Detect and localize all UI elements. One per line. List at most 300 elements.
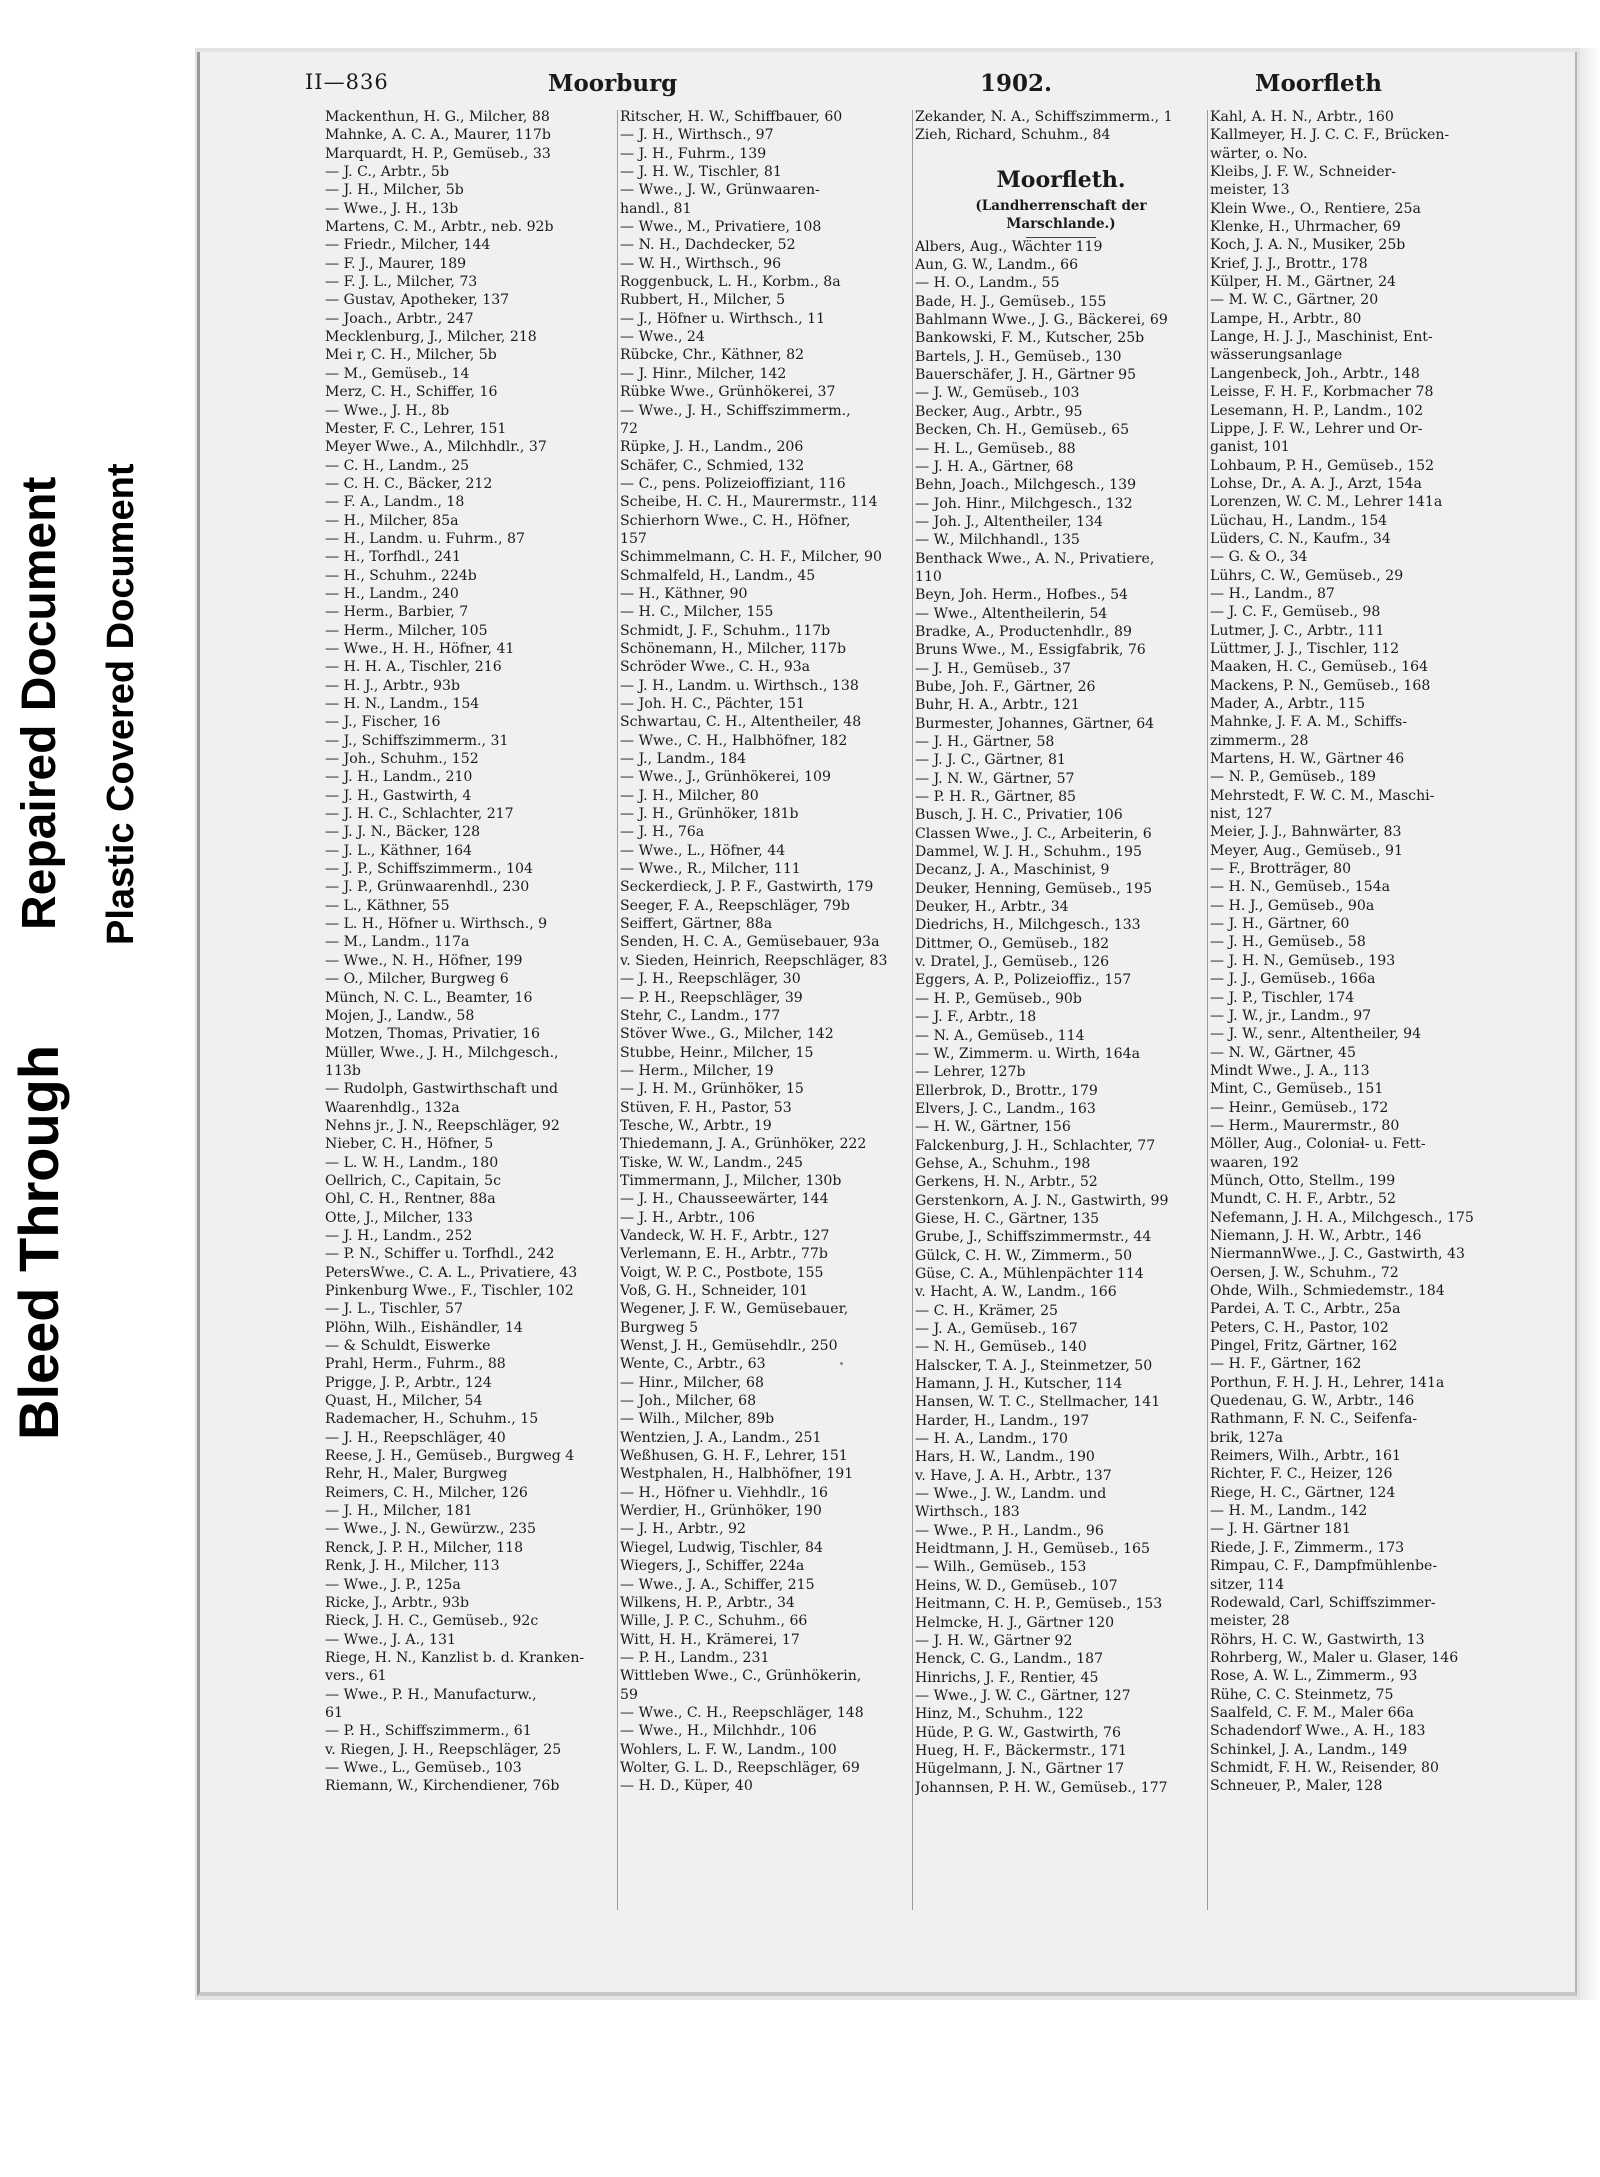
directory-entry-line: Quedenau, G. W., Arbtr., 146 — [1210, 1393, 1415, 1410]
header-right-place: Moorfleth — [1255, 70, 1382, 97]
directory-entry-line: Wiegers, J., Schiffer, 224a — [620, 1558, 805, 1575]
directory-entry-line: — H. J., Arbtr., 93b — [325, 677, 461, 694]
directory-entry-line: Thiedemann, J. A., Grünhöker, 222 — [620, 1136, 867, 1153]
directory-entry-line: — W., Zimmerm. u. Wirth, 164a — [915, 1045, 1140, 1062]
directory-entry-line: Meyer, Aug., Gemüseb., 91 — [1210, 842, 1403, 859]
directory-entry-line: — M., Gemüseb., 14 — [325, 365, 470, 382]
directory-entry-line: Mindt Wwe., J. A., 113 — [1210, 1062, 1370, 1079]
directory-entry-line: Hügelmann, J. N., Gärtner 17 — [915, 1761, 1125, 1778]
directory-entry-line: Marquardt, H. P., Gemüseb., 33 — [325, 145, 551, 162]
directory-entry-line: Kleibs, J. F. W., Schneider- — [1210, 164, 1397, 181]
section-subheading: (Landherrenschaft der — [975, 198, 1147, 215]
directory-entry-line: — J. P., Schiffszimmerm., 104 — [325, 861, 533, 878]
directory-entry-line: — J. H., Landm., 252 — [325, 1227, 473, 1244]
directory-entry-line: sitzer, 114 — [1210, 1576, 1285, 1593]
directory-entry-line: Riemann, W., Kirchendiener, 76b — [325, 1778, 560, 1795]
directory-entry-line: — J. H. A., Gärtner, 68 — [915, 458, 1074, 475]
section-heading: Moorfleth. — [996, 167, 1126, 194]
directory-entry-line: — P. H., Reepschläger, 39 — [620, 989, 803, 1006]
directory-entry-line: — Lehrer, 127b — [915, 1064, 1026, 1081]
directory-entry-line: Stubbe, Heinr., Milcher, 15 — [620, 1044, 814, 1061]
directory-entry-line: meister, 28 — [1210, 1613, 1290, 1630]
directory-entry-line: — H. L., Gemüseb., 88 — [915, 440, 1076, 457]
directory-entry-line: Müller, Wwe., J. H., Milchgesch., — [325, 1044, 559, 1061]
directory-entry-line: — J. F., Arbtr., 18 — [915, 1009, 1037, 1026]
directory-entry-line: — Wwe., P. H., Manufacturw., — [325, 1686, 537, 1703]
directory-entry-line: — Herm., Barbier, 7 — [325, 604, 469, 621]
directory-entry-line: Riege, H. N., Kanzlist b. d. Kranken- — [325, 1649, 585, 1666]
directory-entry-line: Werdier, H., Grünhöker, 190 — [620, 1503, 822, 1520]
directory-entry-line: Benthack Wwe., A. N., Privatiere, — [915, 550, 1155, 567]
directory-entry-line: — Wwe., R., Milcher, 111 — [620, 861, 801, 878]
directory-entry-line: Zekander, N. A., Schiffszimmerm., 1 — [915, 109, 1173, 125]
directory-entry-line: Falckenburg, J. H., Schlachter, 77 — [915, 1137, 1156, 1154]
directory-entry-line: Ricke, J., Arbtr., 93b — [325, 1594, 470, 1611]
directory-entry-line: — H. O., Landm., 55 — [915, 275, 1060, 292]
directory-entry-line: Stöver Wwe., G., Milcher, 142 — [620, 1026, 834, 1043]
directory-entry-line: Voigt, W. P. C., Postbote, 155 — [620, 1264, 824, 1281]
directory-entry-line: — H., Käthner, 90 — [620, 585, 748, 602]
directory-entry-line: Lampe, H., Arbtr., 80 — [1210, 310, 1362, 327]
directory-entry-line: — Wwe., C. H., Halbhöfner, 182 — [620, 732, 848, 749]
directory-entry-line: Verlemann, E. H., Arbtr., 77b — [620, 1246, 828, 1263]
directory-entry-line: — Herm., Milcher, 19 — [620, 1062, 774, 1079]
directory-entry-line: Richter, F. C., Heizer, 126 — [1210, 1466, 1393, 1483]
bleed-through-label: Bleed Through — [7, 1044, 70, 1440]
directory-entry-line: — J. H., Milcher, 5b — [325, 182, 464, 199]
section-subheading: Marschlande.) — [1006, 216, 1116, 233]
directory-entry-line: Grube, J., Schiffszimmermstr., 44 — [915, 1229, 1152, 1246]
directory-entry-line: Ritscher, H. W., Schiffbauer, 60 — [620, 109, 843, 125]
directory-entry-line: — H. N., Landm., 154 — [325, 696, 480, 712]
directory-entry-line: Mecklenburg, J., Milcher, 218 — [325, 329, 537, 346]
directory-entry-line: Plöhn, Wilh., Eishändler, 14 — [325, 1319, 523, 1336]
directory-entry-line: Leisse, F. H. F., Korbmacher 78 — [1210, 384, 1434, 401]
directory-entry-line: Seiffert, Gärtner, 88a — [620, 916, 773, 933]
directory-entry-line: Lippe, J. F. W., Lehrer und Or- — [1210, 420, 1423, 437]
directory-entry-line: Schmidt, J. F., Schuhm., 117b — [620, 622, 831, 639]
directory-entry-line: — J. C. F., Gemüseb., 98 — [1210, 604, 1381, 621]
directory-entry-line: — J. N. W., Gärtner, 57 — [915, 770, 1075, 787]
directory-entry-line: Schadendorf Wwe., A. H., 183 — [1210, 1723, 1426, 1740]
directory-entry-line: Senden, H. C. A., Gemüsebauer, 93a — [620, 934, 880, 951]
directory-entry-line: Mehrstedt, F. W. C. M., Maschi- — [1210, 787, 1435, 804]
directory-entry-line: Wirthsch., 183 — [915, 1504, 1020, 1521]
directory-entry-line: Beyn, Joh. Herm., Hofbes., 54 — [915, 587, 1129, 604]
directory-entry-line: Lutmer, J. C., Arbtr., 111 — [1210, 622, 1385, 639]
directory-entry-line: — Wwe., J. P., 125a — [325, 1576, 461, 1593]
directory-entry-line: — J. H., Gärtner, 60 — [1210, 916, 1350, 933]
directory-entry-line: — F. J. L., Milcher, 73 — [325, 274, 478, 291]
directory-column-2 — [620, 108, 912, 1958]
directory-entry-line: Lorenzen, W. C. M., Lehrer 141a — [1210, 494, 1443, 511]
directory-column-4 — [1210, 108, 1502, 1958]
directory-entry-line: — Joach., Arbtr., 247 — [325, 310, 474, 327]
directory-entry-line: — J. H., 76a — [620, 824, 705, 841]
directory-entry-line: Schröder Wwe., C. H., 93a — [620, 659, 811, 676]
directory-entry-line: Burgweg 5 — [620, 1319, 699, 1336]
directory-entry-line: Maaken, H. C., Gemüseb., 164 — [1210, 659, 1429, 676]
directory-entry-line: — Joh. Hinr., Milchgesch., 132 — [915, 495, 1133, 512]
column-divider — [912, 110, 913, 1910]
directory-entry-line: — Wilh., Milcher, 89b — [620, 1411, 775, 1428]
directory-entry-line: — Wwe., J., Grünhökerei, 109 — [620, 769, 831, 786]
directory-entry-line: Decanz, J. A., Maschinist, 9 — [915, 862, 1110, 879]
directory-entry-line: Hamann, J. H., Kutscher, 114 — [915, 1376, 1123, 1393]
directory-entry-line: — Wwe., Altentheilerin, 54 — [915, 605, 1108, 622]
directory-entry-line: Schwartau, C. H., Altentheiler, 48 — [620, 714, 862, 731]
directory-entry-line: Reese, J. H., Gemüseb., Burgweg 4 — [325, 1448, 575, 1465]
directory-entry-line: v. Dratel, J., Gemüseb., 126 — [915, 954, 1110, 971]
directory-entry-line: Stüven, F. H., Pastor, 53 — [620, 1099, 792, 1116]
directory-entry-line: — H., Landm., 240 — [325, 585, 459, 602]
directory-entry-line: Rathmann, F. N. C., Seifenfa- — [1210, 1411, 1418, 1428]
directory-entry-line: Scheibe, H. C. H., Maurermstr., 114 — [620, 494, 878, 511]
directory-entry-line: Heitmann, C. H. P., Gemüseb., 153 — [915, 1596, 1163, 1613]
directory-entry-line: Busch, J. H. C., Privatier, 106 — [915, 807, 1123, 824]
directory-entry-line: Aun, G. W., Landm., 66 — [915, 257, 1079, 274]
directory-entry-line: Vandeck, W. H. F., Arbtr., 127 — [620, 1227, 830, 1244]
directory-entry-line: Waarenhdlg., 132a — [325, 1099, 460, 1116]
directory-entry-line: Meyer Wwe., A., Milchhdlr., 37 — [325, 439, 547, 456]
directory-entry-line: Reimers, C. H., Milcher, 126 — [325, 1484, 528, 1501]
directory-entry-line: Bankowski, F. M., Kutscher, 25b — [915, 330, 1145, 347]
directory-entry-line: Wegener, J. F. W., Gemüsebauer, — [620, 1301, 849, 1318]
directory-entry-line: — N. H., Gemüseb., 140 — [915, 1339, 1087, 1356]
directory-entry-line: — Joh., Milcher, 68 — [620, 1393, 757, 1410]
directory-entry-line: — H. W., Gärtner, 156 — [915, 1119, 1071, 1136]
directory-entry-line: Pardei, A. T. C., Arbtr., 25a — [1210, 1301, 1401, 1318]
directory-entry-line: Mester, F. C., Lehrer, 151 — [325, 420, 507, 437]
directory-entry-line: Zieh, Richard, Schuhm., 84 — [915, 127, 1111, 144]
column-divider — [617, 110, 618, 1910]
directory-entry-line: Wentzien, J. A., Landm., 251 — [620, 1429, 822, 1446]
directory-entry-line: Niemann, J. H. W., Arbtr., 146 — [1210, 1227, 1422, 1244]
directory-entry-line: 72 — [620, 420, 638, 437]
directory-entry-line: — Herm., Maurermstr., 80 — [1210, 1117, 1400, 1134]
directory-entry-line: Peters, C. H., Pastor, 102 — [1210, 1319, 1389, 1336]
directory-entry-line: Lange, H. J. J., Maschinist, Ent- — [1210, 329, 1433, 346]
directory-entry-line: zimmerm., 28 — [1210, 732, 1309, 749]
directory-entry-line: — J., Höfner u. Wirthsch., 11 — [620, 310, 826, 327]
directory-entry-line: — M., Landm., 117a — [325, 934, 470, 951]
directory-entry-line: — Wwe., 24 — [620, 329, 705, 346]
directory-entry-line: — J. P., Grünwaarenhdl., 230 — [325, 879, 530, 896]
directory-entry-line: Bauerschäfer, J. H., Gärtner 95 — [915, 367, 1137, 384]
directory-entry-line: — Joh. J., Altentheiler, 134 — [915, 513, 1103, 530]
directory-entry-line: Bartels, J. H., Gemüseb., 130 — [915, 348, 1122, 365]
directory-entry-line: Langenbeck, Joh., Arbtr., 148 — [1210, 365, 1420, 382]
directory-entry-line: — C., pens. Polizeioffiziant, 116 — [620, 475, 846, 492]
directory-entry-line: Motzen, Thomas, Privatier, 16 — [325, 1026, 540, 1043]
directory-entry-line: Krief, J. J., Brottr., 178 — [1210, 255, 1368, 272]
directory-entry-line: Rübcke, Chr., Käthner, 82 — [620, 347, 805, 364]
directory-entry-line: — H., Höfner u. Viehhdlr., 16 — [620, 1484, 828, 1501]
directory-entry-line: Timmermann, J., Milcher, 130b — [620, 1172, 842, 1189]
directory-entry-line: — Wilh., Gemüseb., 153 — [915, 1559, 1087, 1576]
directory-entry-line: Wittleben Wwe., C., Grünhökerin, — [620, 1668, 862, 1685]
directory-entry-line: 59 — [620, 1686, 638, 1703]
directory-entry-line: Kallmeyer, H. J. C. C. F., Brücken- — [1210, 127, 1450, 144]
directory-entry-line: Ellerbrok, D., Brottr., 179 — [915, 1082, 1098, 1099]
directory-entry-line: — Wwe., J. H., 8b — [325, 402, 450, 419]
directory-entry-line: — J. H. M., Grünhöker, 15 — [620, 1081, 804, 1098]
directory-entry-line: Oersen, J. W., Schuhm., 72 — [1210, 1264, 1399, 1281]
directory-entry-line: v. Riegen, J. H., Reepschläger, 25 — [325, 1741, 562, 1758]
directory-entry-line: Becken, Ch. H., Gemüseb., 65 — [915, 422, 1130, 439]
directory-entry-line: Klein Wwe., O., Rentiere, 25a — [1210, 200, 1421, 217]
directory-entry-line: Hüde, P. G. W., Gastwirth, 76 — [915, 1724, 1121, 1741]
directory-entry-line: Weßhusen, G. H. F., Lehrer, 151 — [620, 1448, 848, 1465]
directory-entry-line: Nefemann, J. H. A., Milchgesch., 175 — [1210, 1209, 1474, 1226]
directory-entry-line: Schmidt, F. H. W., Reisender, 80 — [1210, 1759, 1439, 1776]
directory-entry-line: Buhr, H. A., Arbtr., 121 — [915, 697, 1080, 714]
directory-entry-line: Riege, H. C., Gärtner, 124 — [1210, 1484, 1396, 1501]
directory-entry-line: Ohl, C. H., Rentner, 88a — [325, 1191, 496, 1208]
directory-entry-line: — J. H., Arbtr., 106 — [620, 1209, 755, 1226]
directory-entry-line: Mei r, C. H., Milcher, 5b — [325, 347, 497, 364]
directory-entry-line: — H., Landm., 87 — [1210, 585, 1335, 602]
directory-entry-line: Henck, C. G., Landm., 187 — [915, 1651, 1104, 1668]
directory-entry-line: Bube, Joh. F., Gärtner, 26 — [915, 678, 1096, 695]
directory-entry-line: — Wwe., J. H., Schiffszimmerm., — [620, 402, 851, 419]
directory-entry-line: — Joh. H. C., Pächter, 151 — [620, 696, 805, 712]
directory-entry-line: Becker, Aug., Arbtr., 95 — [915, 403, 1083, 420]
directory-entry-line: — J. J., Gemüseb., 166a — [1210, 971, 1376, 988]
column-divider — [1207, 110, 1208, 1910]
directory-entry-line: — L. H., Höfner u. Wirthsch., 9 — [325, 916, 548, 933]
directory-entry-line: Tiske, W. W., Landm., 245 — [620, 1154, 803, 1171]
directory-entry-line: Elvers, J. C., Landm., 163 — [915, 1100, 1096, 1117]
directory-entry-line: — J. H., Reepschläger, 40 — [325, 1429, 506, 1446]
directory-entry-line: Schneuer, P., Maler, 128 — [1210, 1778, 1383, 1795]
directory-entry-line: — J., Fischer, 16 — [325, 714, 441, 731]
directory-entry-line: Schäfer, C., Schmied, 132 — [620, 457, 805, 474]
directory-entry-line: Rodewald, Carl, Schiffszimmer- — [1210, 1594, 1436, 1611]
directory-entry-line: — J. A., Gemüseb., 167 — [915, 1321, 1078, 1337]
directory-entry-line: Reimers, Wilh., Arbtr., 161 — [1210, 1448, 1401, 1465]
directory-entry-line: — J. L., Käthner, 164 — [325, 842, 473, 859]
directory-entry-line: — J. H. W., Gärtner 92 — [915, 1632, 1073, 1649]
directory-entry-line: nist, 127 — [1210, 806, 1273, 823]
directory-entry-line: Gehse, A., Schuhm., 198 — [915, 1155, 1091, 1172]
directory-entry-line: Mojen, J., Landw., 58 — [325, 1007, 475, 1024]
directory-entry-line: Rieck, J. H. C., Gemüseb., 92c — [325, 1613, 539, 1630]
scan-target-labels — [0, 0, 185, 2177]
directory-entry-line: — Wwe., H. H., Höfner, 41 — [325, 640, 515, 657]
directory-entry-line: Stehr, C., Landm., 177 — [620, 1007, 781, 1024]
directory-entry-line: — P. H. R., Gärtner, 85 — [915, 789, 1077, 806]
directory-entry-line: — J. C., Arbtr., 5b — [325, 164, 450, 181]
directory-entry-line: — F. A., Landm., 18 — [325, 494, 465, 511]
directory-entry-line: Seckerdieck, J. P. F., Gastwirth, 179 — [620, 879, 874, 896]
directory-entry-line: Pinkenburg Wwe., F., Tischler, 102 — [325, 1283, 574, 1299]
directory-entry-line: Hinrichs, J. F., Rentier, 45 — [915, 1669, 1099, 1686]
directory-entry-line: Schierhorn Wwe., C. H., Höfner, — [620, 512, 851, 529]
directory-entry-line: Kahl, A. H. N., Arbtr., 160 — [1210, 109, 1394, 125]
directory-entry-line: Nehns jr., J. N., Reepschläger, 92 — [325, 1117, 560, 1134]
directory-entry-line: Voß, G. H., Schneider, 101 — [620, 1283, 809, 1299]
directory-entry-line: — N. P., Gemüseb., 189 — [1210, 769, 1377, 786]
directory-entry-line: Schmalfeld, H., Landm., 45 — [620, 567, 816, 584]
directory-entry-line: — J. H., Landm., 210 — [325, 769, 473, 786]
directory-entry-line: Mahnke, A. C. A., Maurer, 117b — [325, 127, 551, 144]
directory-entry-line: Bradke, A., Productenhdlr., 89 — [915, 623, 1132, 640]
directory-entry-line: — F., Brotträger, 80 — [1210, 861, 1352, 878]
directory-entry-line: Bruns Wwe., M., Essigfabrik, 76 — [915, 642, 1146, 659]
directory-entry-line: Mackenthun, H. G., Milcher, 88 — [325, 109, 550, 125]
directory-entry-line: — M. W. C., Gärtner, 20 — [1210, 292, 1379, 309]
directory-entry-line: — & Schuldt, Eiswerke — [325, 1338, 491, 1355]
directory-entry-line: Schönemann, H., Milcher, 117b — [620, 640, 846, 657]
directory-entry-line: — Hinr., Milcher, 68 — [620, 1374, 764, 1391]
directory-entry-line: — H. D., Küper, 40 — [620, 1778, 753, 1795]
directory-entry-line: Otte, J., Milcher, 133 — [325, 1209, 473, 1226]
directory-entry-line: Rübke Wwe., Grünhökerei, 37 — [620, 384, 836, 401]
directory-entry-line: Diedrichs, H., Milchgesch., 133 — [915, 917, 1141, 934]
blank-line — [915, 145, 1207, 163]
directory-entry-line: Wenst, J. H., Gemüsehdlr., 250 — [620, 1338, 838, 1355]
directory-entry-line: Saalfeld, C. F. M., Maler 66a — [1210, 1704, 1414, 1721]
directory-entry-line: Schimmelmann, C. H. F., Milcher, 90 — [620, 549, 882, 566]
directory-entry-line: Rehr, H., Maler, Burgweg — [325, 1466, 508, 1483]
directory-entry-line: Külper, H. M., Gärtner, 24 — [1210, 274, 1396, 291]
directory-entry-line: Halscker, T. A. J., Steinmetzer, 50 — [915, 1357, 1153, 1374]
directory-entry-line: — Wwe., J. W. C., Gärtner, 127 — [915, 1687, 1131, 1704]
directory-entry-line: — Heinr., Gemüseb., 172 — [1210, 1099, 1389, 1116]
directory-entry-line: — H. C., Milcher, 155 — [620, 604, 774, 621]
scanned-page — [195, 48, 1600, 2000]
directory-entry-line: Dittmer, O., Gemüseb., 182 — [915, 935, 1110, 952]
directory-entry-line: Porthun, F. H. J. H., Lehrer, 141a — [1210, 1374, 1445, 1391]
directory-entry-line: — Wwe., J. W., Landm. und — [915, 1486, 1107, 1503]
directory-entry-line: Güse, C. A., Mühlenpächter 114 — [915, 1265, 1144, 1282]
directory-entry-line: — Rudolph, Gastwirthschaft und — [325, 1081, 559, 1098]
directory-entry-line: 113b — [325, 1062, 361, 1079]
directory-entry-line: Heins, W. D., Gemüseb., 107 — [915, 1577, 1118, 1594]
directory-entry-line: — J. H. Gärtner 181 — [1210, 1521, 1351, 1538]
directory-entry-line: — N. H., Dachdecker, 52 — [620, 237, 796, 254]
directory-entry-line: — J. H. W., Tischler, 81 — [620, 164, 782, 181]
directory-entry-line: Rimpau, C. F., Dampfmühlenbe- — [1210, 1558, 1438, 1575]
directory-entry-line: — H. N., Gemüseb., 154a — [1210, 879, 1391, 896]
directory-entry-line: wärter, o. No. — [1210, 145, 1308, 162]
directory-entry-line: — J. H. C., Schlachter, 217 — [325, 806, 514, 823]
directory-entry-line: Klenke, H., Uhrmacher, 69 — [1210, 219, 1401, 236]
directory-entry-line: Mackens, P. N., Gemüseb., 168 — [1210, 677, 1431, 694]
directory-entry-line: v. Have, J. A. H., Arbtr., 137 — [915, 1467, 1112, 1484]
directory-entry-line: — N. A., Gemüseb., 114 — [915, 1027, 1085, 1044]
directory-entry-line: waaren, 192 — [1210, 1154, 1299, 1171]
directory-entry-line: — H., Milcher, 85a — [325, 512, 459, 529]
directory-entry-line: — Wwe., J. N., Gewürzw., 235 — [325, 1521, 536, 1538]
directory-entry-line: Lüttmer, J. J., Tischler, 112 — [1210, 640, 1400, 657]
directory-entry-line: — C. H., Krämer, 25 — [915, 1302, 1059, 1319]
directory-entry-line: Helmcke, H. J., Gärtner 120 — [915, 1614, 1115, 1631]
directory-entry-line: — Wwe., P. H., Landm., 96 — [915, 1522, 1104, 1539]
directory-entry-line: Hinz, M., Schuhm., 122 — [915, 1706, 1084, 1723]
directory-entry-line: — J. W., jr., Landm., 97 — [1210, 1007, 1372, 1024]
header-year: 1902. — [980, 70, 1053, 97]
directory-entry-line: ganist, 101 — [1210, 439, 1290, 456]
directory-entry-line: — J. H., Chausseewärter, 144 — [620, 1191, 829, 1208]
directory-entry-line: Giese, H. C., Gärtner, 135 — [915, 1210, 1100, 1227]
directory-entry-line: — J. H., Gemüseb., 37 — [915, 660, 1071, 677]
directory-entry-line: — C. H., Landm., 25 — [325, 457, 470, 474]
page-number: II—836 — [305, 70, 389, 94]
directory-entry-line: Harder, H., Landm., 197 — [915, 1412, 1090, 1429]
directory-entry-line: Bahlmann Wwe., J. G., Bäckerei, 69 — [915, 312, 1168, 329]
directory-entry-line: Lohbaum, P. H., Gemüseb., 152 — [1210, 457, 1435, 474]
directory-entry-line: — F. J., Maurer, 189 — [325, 255, 467, 272]
directory-entry-line: — P. H., Landm., 231 — [620, 1649, 770, 1666]
directory-entry-line: — Joh., Schuhm., 152 — [325, 751, 479, 768]
directory-entry-line: brik, 127a — [1210, 1429, 1284, 1446]
directory-entry-line: — Wwe., J. A., Schiffer, 215 — [620, 1576, 815, 1593]
directory-sheet — [197, 52, 1577, 1996]
directory-entry-line: Westphalen, H., Halbhöfner, 191 — [620, 1466, 854, 1483]
directory-entry-line: — L., Käthner, 55 — [325, 897, 450, 914]
directory-entry-line: — J. H., Milcher, 181 — [325, 1503, 473, 1520]
directory-entry-line: — Wwe., C. H., Reepschläger, 148 — [620, 1704, 864, 1721]
directory-entry-line: Wiegel, Ludwig, Tischler, 84 — [620, 1539, 823, 1556]
directory-entry-line: Hars, H. W., Landm., 190 — [915, 1449, 1095, 1466]
directory-entry-line: — Wwe., J. A., 131 — [325, 1631, 456, 1648]
directory-entry-line: wässerungsanlage — [1210, 347, 1343, 364]
directory-entry-line: Rühe, C. C. Steinmetz, 75 — [1210, 1686, 1394, 1703]
directory-entry-line: — J. H., Arbtr., 92 — [620, 1521, 746, 1538]
directory-entry-line: — H. H. A., Tischler, 216 — [325, 659, 502, 676]
directory-entry-line: Lesemann, H. P., Landm., 102 — [1210, 402, 1424, 419]
directory-entry-line: — Wwe., L., Gemüseb., 103 — [325, 1759, 522, 1776]
directory-entry-line: — J. H., Grünhöker, 181b — [620, 806, 799, 823]
directory-entry-line: Lüders, C. N., Kaufm., 34 — [1210, 530, 1391, 547]
directory-entry-line: Gerkens, H. N., Arbtr., 52 — [915, 1174, 1098, 1191]
directory-entry-line: — Herm., Milcher, 105 — [325, 622, 488, 639]
directory-entry-line: Wolter, G. L. D., Reepschläger, 69 — [620, 1759, 860, 1776]
directory-entry-line: — Friedr., Milcher, 144 — [325, 237, 491, 254]
directory-entry-line: — J. H., Fuhrm., 139 — [620, 145, 767, 162]
directory-entry-line: Münch, N. C. L., Beamter, 16 — [325, 989, 533, 1006]
directory-entry-line: — J. J. N., Bäcker, 128 — [325, 824, 481, 841]
directory-entry-line: Renck, J. P. H., Milcher, 118 — [325, 1539, 524, 1556]
directory-entry-line: Riede, J. F., Zimmerm., 173 — [1210, 1539, 1405, 1556]
directory-entry-line: Eggers, A. P., Polizeioffiz., 157 — [915, 972, 1132, 989]
directory-entry-line: — O., Milcher, Burgweg 6 — [325, 971, 509, 988]
directory-entry-line: — H. M., Landm., 142 — [1210, 1503, 1368, 1520]
directory-entry-line: Seeger, F. A., Reepschläger, 79b — [620, 897, 850, 914]
directory-entry-line: — J. H. N., Gemüseb., 193 — [1210, 952, 1396, 969]
page-edge — [1580, 48, 1600, 2000]
directory-entry-line: Meier, J. J., Bahnwärter, 83 — [1210, 824, 1402, 841]
directory-columns — [325, 108, 1505, 1958]
directory-entry-line: — H., Landm. u. Fuhrm., 87 — [325, 530, 525, 547]
directory-entry-line: Lührs, C. W., Gemüseb., 29 — [1210, 567, 1404, 584]
directory-entry-line: — J. Hinr., Milcher, 142 — [620, 365, 787, 382]
directory-entry-line: Schinkel, J. A., Landm., 149 — [1210, 1741, 1408, 1758]
directory-entry-line: meister, 13 — [1210, 182, 1290, 199]
directory-entry-line: — Wwe., J. W., Grünwaaren- — [620, 182, 820, 199]
directory-entry-line: — J. H., Reepschläger, 30 — [620, 971, 801, 988]
directory-entry-line: Nieber, C. H., Höfner, 5 — [325, 1136, 494, 1153]
directory-entry-line: Koch, J. A. N., Musiker, 25b — [1210, 237, 1406, 254]
directory-entry-line: — H. J., Gemüseb., 90a — [1210, 897, 1375, 914]
directory-entry-line: Münch, Otto, Stellm., 199 — [1210, 1172, 1396, 1189]
directory-entry-line: Ohde, Wilh., Schmiedemstr., 184 — [1210, 1283, 1445, 1299]
directory-entry-line: Deuker, Henning, Gemüseb., 195 — [915, 880, 1153, 897]
directory-entry-line: v. Sieden, Heinrich, Reepschläger, 83 — [620, 952, 888, 969]
directory-entry-line: Martens, C. M., Arbtr., neb. 92b — [325, 219, 554, 236]
